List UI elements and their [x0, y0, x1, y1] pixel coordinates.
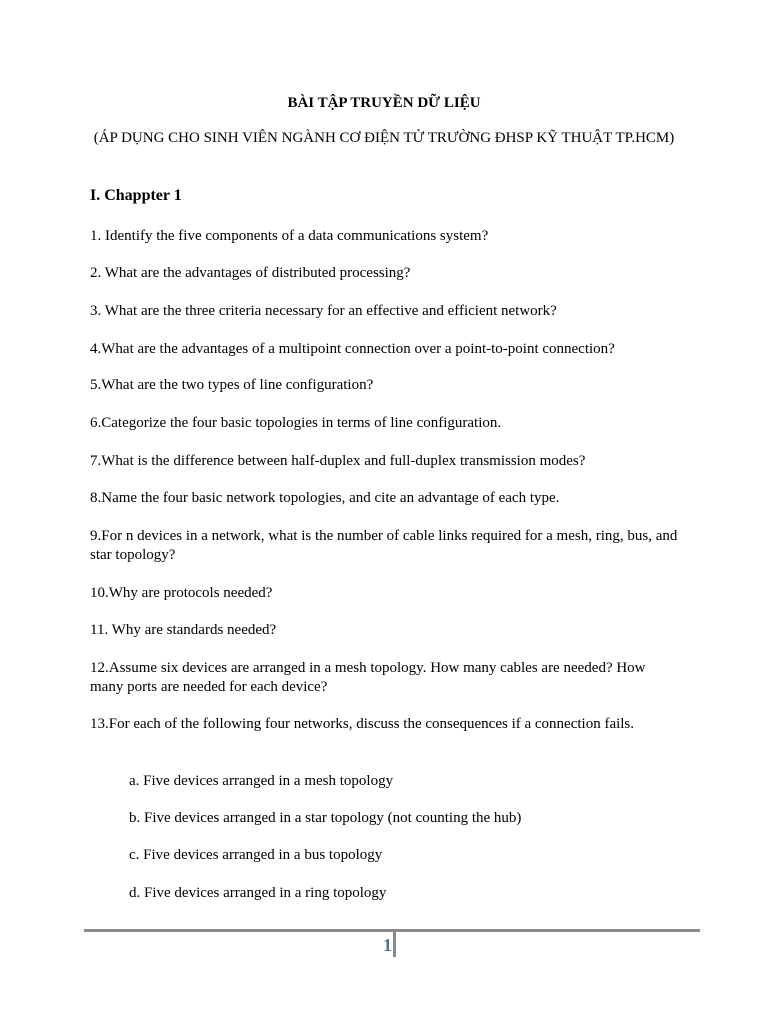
question-8: 8.Name the four basic network topologies, and cite an advantage of each type. [90, 490, 560, 506]
sub-item-a: a. Five devices arranged in a mesh topology [129, 773, 394, 789]
document-subtitle: (ÁP DỤNG CHO SINH VIÊN NGÀNH CƠ ĐIỆN TỬ TRƯỜNG ĐHSP KỸ THUẬT TP.HCM) [93, 130, 675, 146]
document-title: BÀI TẬP TRUYỀN DỮ LIỆU [287, 95, 481, 111]
question-7: 7.What is the difference between half-duplex and full-duplex transmission modes? [90, 453, 586, 469]
page-number: 1 [383, 935, 392, 955]
footer-rule [84, 929, 700, 932]
question-12: 12.Assume six devices are arranged in a mesh topology. How many cables are needed? How many ports are needed for each device? [90, 660, 646, 695]
sub-item-c: c. Five devices arranged in a bus topology [129, 847, 383, 863]
chapter-heading: I. Chappter 1 [90, 187, 182, 204]
question-13: 13.For each of the following four networks, discuss the consequences if a connection fails. [90, 716, 635, 732]
question-5: 5.What are the two types of line configuration? [90, 377, 374, 393]
question-11: 11. Why are standards needed? [90, 622, 277, 638]
page-number-divider [393, 932, 396, 957]
question-6: 6.Categorize the four basic topologies in terms of line configuration. [90, 415, 502, 431]
question-9: 9.For n devices in a network, what is the number of cable links required for a mesh, ring, bus, and star topology? [90, 528, 678, 563]
question-10: 10.Why are protocols needed? [90, 585, 273, 601]
question-4: 4.What are the advantages of a multipoint connection over a point-to-point connection? [90, 341, 615, 357]
question-2: 2. What are the advantages of distributed processing? [90, 265, 411, 281]
sub-item-b: b. Five devices arranged in a star topology (not counting the hub) [129, 810, 522, 826]
question-3: 3. What are the three criteria necessary for an effective and efficient network? [90, 303, 557, 319]
question-1: 1. Identify the five components of a data communications system? [90, 228, 489, 244]
sub-item-d: d. Five devices arranged in a ring topology [129, 885, 387, 901]
